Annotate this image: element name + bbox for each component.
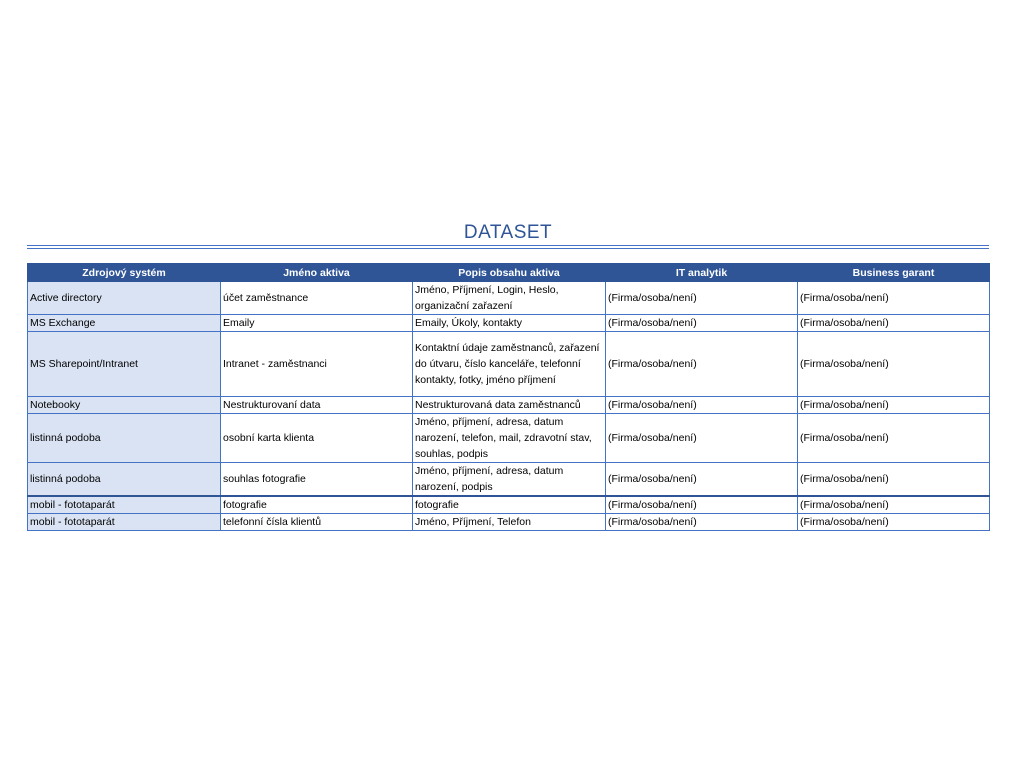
column-header: Zdrojový systém (28, 264, 221, 282)
table-cell: Jméno, Příjmení, Login, Heslo, organizační zařazení (413, 282, 606, 315)
table-cell: (Firma/osoba/není) (606, 514, 798, 531)
table-cell: souhlas fotografie (221, 463, 413, 497)
table-cell: Emaily (221, 315, 413, 332)
table-cell: Kontaktní údaje zaměstnanců, zařazení do útvaru, číslo kanceláře, telefonní kontakty, fotky, jméno příjmení (413, 332, 606, 397)
table-cell: MS Exchange (28, 315, 221, 332)
table-cell: (Firma/osoba/není) (798, 496, 990, 514)
table-cell: mobil - fototaparát (28, 496, 221, 514)
table-row (28, 282, 990, 315)
table-cell: Jméno, Příjmení, Telefon (413, 514, 606, 531)
table-cell: (Firma/osoba/není) (606, 496, 798, 514)
table-row (28, 397, 990, 414)
page-title: DATASET (463, 222, 553, 243)
table-cell: listinná podoba (28, 463, 221, 497)
table-row (28, 414, 990, 463)
table-cell: Intranet - zaměstnanci (221, 332, 413, 397)
table-cell: fotografie (413, 496, 606, 514)
table-cell: (Firma/osoba/není) (606, 315, 798, 332)
table-cell: telefonní čísla klientů (221, 514, 413, 531)
title-rule (27, 248, 989, 249)
table-cell: mobil - fototaparát (28, 514, 221, 531)
table-cell: (Firma/osoba/není) (798, 463, 990, 497)
table-cell: účet zaměstnance (221, 282, 413, 315)
table-cell: Jméno, příjmení, adresa, datum narození, telefon, mail, zdravotní stav, souhlas, podpis (413, 414, 606, 463)
table-row (28, 332, 990, 397)
table-row (28, 496, 990, 514)
table-cell: (Firma/osoba/není) (606, 332, 798, 397)
table-cell: (Firma/osoba/není) (798, 332, 990, 397)
table-cell: (Firma/osoba/není) (798, 397, 990, 414)
table-cell: (Firma/osoba/není) (798, 315, 990, 332)
table-header-row (28, 264, 990, 282)
table-row (28, 315, 990, 332)
table-cell: (Firma/osoba/není) (606, 463, 798, 497)
table-cell: Jméno, příjmení, adresa, datum narození, podpis (413, 463, 606, 497)
table-cell: (Firma/osoba/není) (798, 414, 990, 463)
column-header: Jméno aktiva (221, 264, 413, 282)
table-row (28, 463, 990, 497)
table-cell: Notebooky (28, 397, 221, 414)
table-cell: fotografie (221, 496, 413, 514)
column-header: IT analytik (606, 264, 798, 282)
column-header: Business garant (798, 264, 990, 282)
table-cell: Emaily, Úkoly, kontakty (413, 315, 606, 332)
table-row (28, 514, 990, 531)
table-cell: (Firma/osoba/není) (606, 397, 798, 414)
table-cell: listinná podoba (28, 414, 221, 463)
table-cell: MS Sharepoint/Intranet (28, 332, 221, 397)
dataset-table (27, 263, 990, 531)
title-rule (27, 245, 989, 246)
table-cell: (Firma/osoba/není) (798, 514, 990, 531)
table-cell: (Firma/osoba/není) (606, 414, 798, 463)
table-cell: Nestrukturovaní data (221, 397, 413, 414)
table-cell: (Firma/osoba/není) (798, 282, 990, 315)
table-cell: osobní karta klienta (221, 414, 413, 463)
table-cell: Active directory (28, 282, 221, 315)
table-cell: (Firma/osoba/není) (606, 282, 798, 315)
column-header: Popis obsahu aktiva (413, 264, 606, 282)
table-cell: Nestrukturovaná data zaměstnanců (413, 397, 606, 414)
